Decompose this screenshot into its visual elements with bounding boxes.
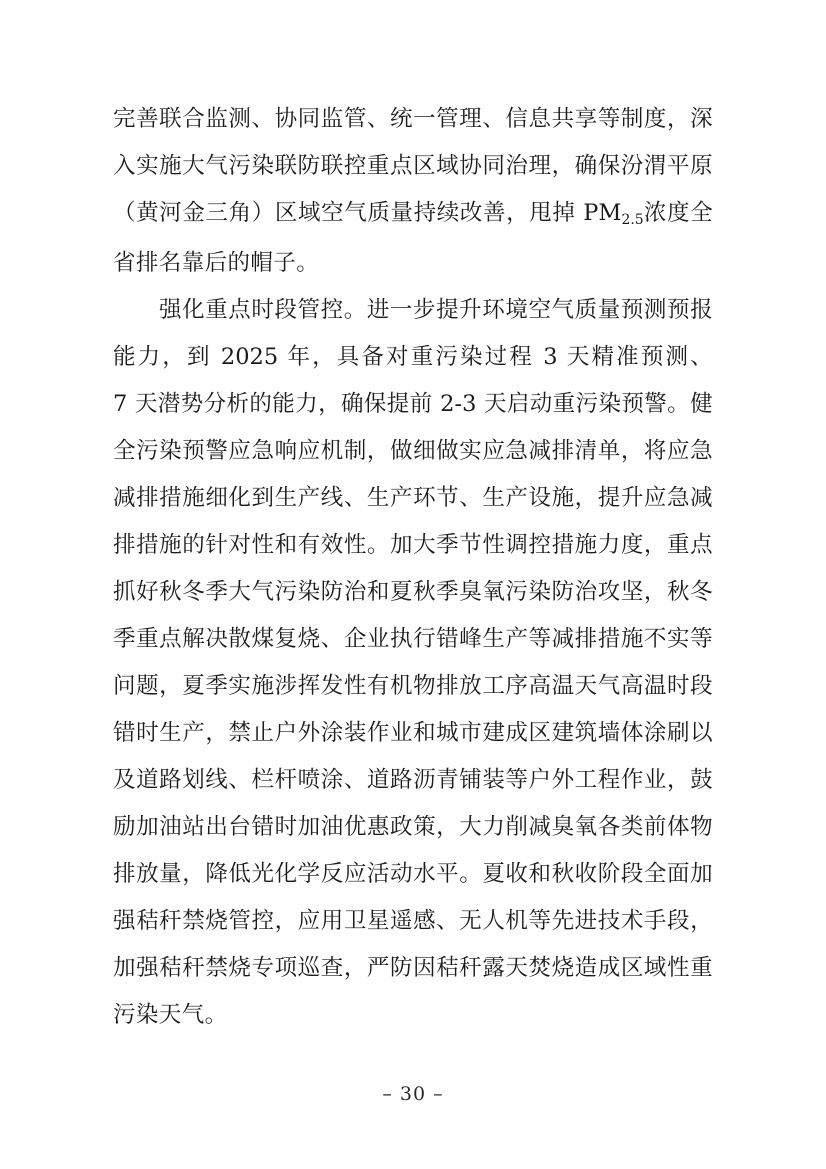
paragraph-2: 强化重点时段管控。进一步提升环境空气质量预测预报能力，到 2025 年，具备对重污染过程 3 天精准预测、7 天潜势分析的能力，确保提前 2-3 天启动重污染预警。健全污染预警应急响应机制，做细做实应急减排清单，将应急减排措施细化到生产线、生产环节、生产设施，提升应急减排措施的针对性和有效性。加大季节性调控措施力度，重点抓好秋冬季大气污染防治和夏秋季臭氧污染防治攻坚，秋冬季重点解决散煤复烧、企业执行错峰生产等减排措施不实等问题，夏季实施涉挥发性有机物排放工序高温天气高温时段错时生产，禁止户外涂装作业和城市建成区建筑墙体涂刷以及道路划线、栏杆喷涂、道路沥青铺装等户外工程作业，鼓励加油站出台错时加油优惠政策，大力削减臭氧各类前体物排放量，降低光化学反应活动水平。夏收和秋收阶段全面加强秸秆禁烧管控，应用卫星遥感、无人机等先进技术手段，加强秸秆禁烧专项巡查，严防因秸秆露天焚烧造成区域性重污染天气。 (113, 297, 713, 1028)
page-number: – 30 – (382, 1083, 444, 1105)
pollutant-label: $PM_{2.5}$ (583, 200, 644, 229)
page-body (113, 96, 713, 1039)
paragraph-1: 完善联合监测、协同监管、统一管理、信息共享等制度，深入实施大气污染联防联控重点区域协同治理，确保汾渭平原（黄河金三角）区域空气质量持续改善，甩掉 $PM_{2.5}$浓度全省排名靠后的帽子。 (113, 106, 713, 276)
